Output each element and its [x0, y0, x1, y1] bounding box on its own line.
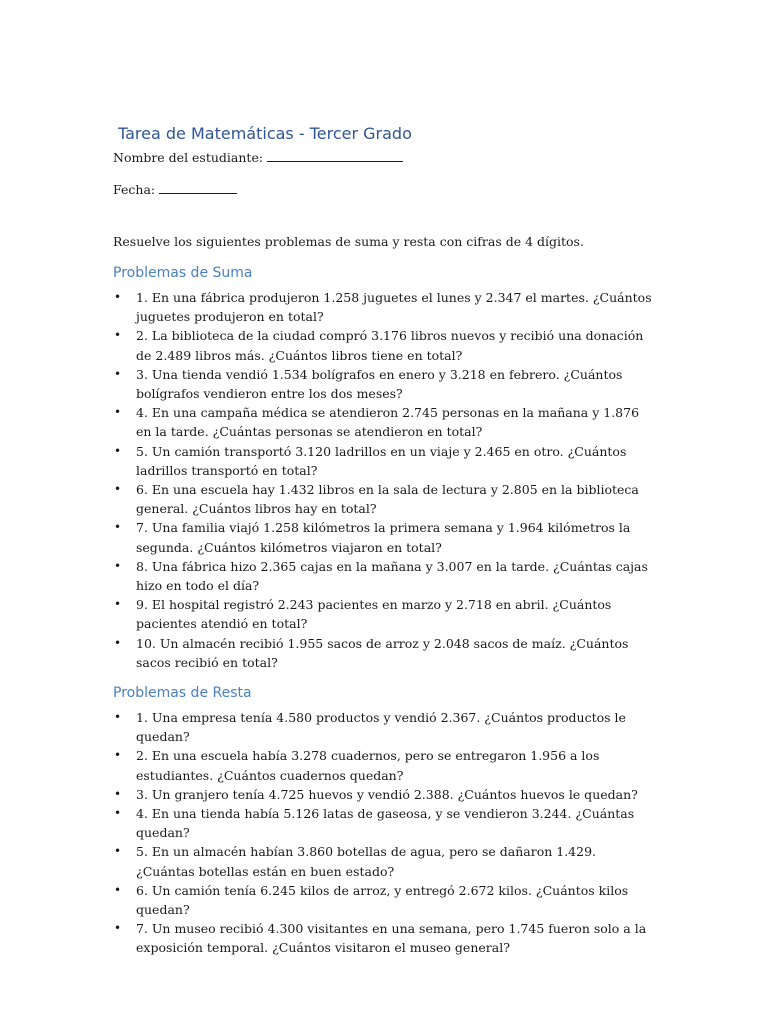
problem-text: 7. Un museo recibió 4.300 visitantes en una semana, pero 1.745 fueron solo a la exposición temporal. ¿Cuántos visitaron el museo general?	[136, 921, 647, 956]
suma-problem-list	[113, 288, 653, 672]
resta-problem	[113, 708, 653, 746]
problem-text: 6. En una escuela hay 1.432 libros en la sala de lectura y 2.805 en la biblioteca general. ¿Cuántos libros hay en total?	[136, 482, 639, 517]
suma-problem	[113, 518, 653, 556]
date-line	[113, 182, 237, 197]
date-label: Fecha:	[113, 182, 156, 197]
bullet-icon: •	[114, 635, 122, 650]
bullet-icon: •	[114, 366, 122, 381]
suma-problem	[113, 595, 653, 633]
resta-problem	[113, 919, 653, 957]
problem-text: 1. Una empresa tenía 4.580 productos y vendió 2.367. ¿Cuántos productos le quedan?	[136, 710, 626, 745]
bullet-icon: •	[114, 844, 122, 859]
bullet-icon: •	[114, 482, 122, 497]
bullet-icon: •	[114, 520, 122, 535]
resta-problem	[113, 881, 653, 919]
bullet-icon: •	[114, 710, 122, 724]
problem-text: 4. En una tienda había 5.126 latas de gaseosa, y se vendieron 3.244. ¿Cuántas quedan?	[136, 806, 635, 841]
instructions: Resuelve los siguientes problemas de suma y resta con cifras de 4 dígitos.	[113, 234, 584, 249]
suma-problem	[113, 442, 653, 480]
problem-text: 5. En un almacén habían 3.860 botellas de agua, pero se dañaron 1.429. ¿Cuántas botellas están en buen estado?	[136, 844, 596, 879]
problem-text: 4. En una campaña médica se atendieron 2.745 personas en la mañana y 1.876 en la tarde. ¿Cuántas personas se atendieron en total?	[136, 405, 640, 440]
problem-text: 1. En una fábrica produjeron 1.258 juguetes el lunes y 2.347 el martes. ¿Cuántos juguetes produjeron en total?	[136, 290, 652, 325]
suma-problem	[113, 365, 653, 403]
problem-text: 8. Una fábrica hizo 2.365 cajas en la mañana y 3.007 en la tarde. ¿Cuántas cajas hizo en todo el día?	[136, 558, 648, 594]
bullet-icon: •	[114, 748, 122, 763]
bullet-icon: •	[114, 921, 122, 936]
bullet-icon: •	[114, 806, 122, 821]
resta-problem	[113, 842, 653, 880]
suma-heading: Problemas de Suma	[113, 265, 253, 281]
bullet-icon: •	[114, 290, 122, 304]
problem-text: 6. Un camión tenía 6.245 kilos de arroz, y entregó 2.672 kilos. ¿Cuántos kilos quedan?	[136, 882, 629, 918]
problem-text: 3. Un granjero tenía 4.725 huevos y vendió 2.388. ¿Cuántos huevos le quedan?	[136, 786, 638, 802]
bullet-icon: •	[114, 328, 122, 343]
suma-problem	[113, 557, 653, 595]
resta-problem	[113, 785, 653, 804]
bullet-icon: •	[114, 405, 122, 420]
problem-text: 10. Un almacén recibió 1.955 sacos de arroz y 2.048 sacos de maíz. ¿Cuántos sacos recibió en total?	[136, 635, 629, 670]
page-title: Tarea de Matemáticas - Tercer Grado	[118, 124, 412, 143]
date-blank	[159, 192, 237, 194]
problem-text: 5. Un camión transportó 3.120 ladrillos en un viaje y 2.465 en otro. ¿Cuántos ladrillos transportó en total?	[136, 443, 627, 478]
problem-text: 7. Una familia viajó 1.258 kilómetros la primera semana y 1.964 kilómetros la segunda. ¿Cuántos kilómetros viajaron en total?	[136, 520, 631, 555]
suma-problem	[113, 288, 653, 326]
bullet-icon: •	[114, 786, 122, 801]
suma-problem	[113, 634, 653, 672]
problem-text: 2. En una escuela había 3.278 cuadernos, pero se entregaron 1.956 a los estudiantes. ¿Cuántos cuadernos quedan?	[136, 748, 600, 783]
resta-problem	[113, 804, 653, 842]
bullet-icon: •	[114, 597, 122, 612]
student-name-line	[113, 150, 403, 165]
problem-text: 3. Una tienda vendió 1.534 bolígrafos en enero y 3.218 en febrero. ¿Cuántos bolígrafos vendieron entre los dos meses?	[136, 366, 623, 402]
problem-text: 2. La biblioteca de la ciudad compró 3.176 libros nuevos y recibió una donación de 2.489 libros más. ¿Cuántos libros tiene en total?	[136, 328, 644, 363]
student-name-label: Nombre del estudiante:	[113, 150, 264, 165]
bullet-icon: •	[114, 443, 122, 458]
student-name-blank	[267, 160, 403, 162]
bullet-icon: •	[114, 558, 122, 573]
suma-problem	[113, 480, 653, 518]
resta-problem-list	[113, 708, 653, 958]
resta-heading: Problemas de Resta	[113, 685, 252, 701]
resta-problem	[113, 746, 653, 784]
problem-text: 9. El hospital registró 2.243 pacientes en marzo y 2.718 en abril. ¿Cuántos pacientes atendió en total?	[136, 597, 612, 632]
suma-problem	[113, 403, 653, 441]
suma-problem	[113, 326, 653, 364]
bullet-icon: •	[114, 882, 122, 897]
